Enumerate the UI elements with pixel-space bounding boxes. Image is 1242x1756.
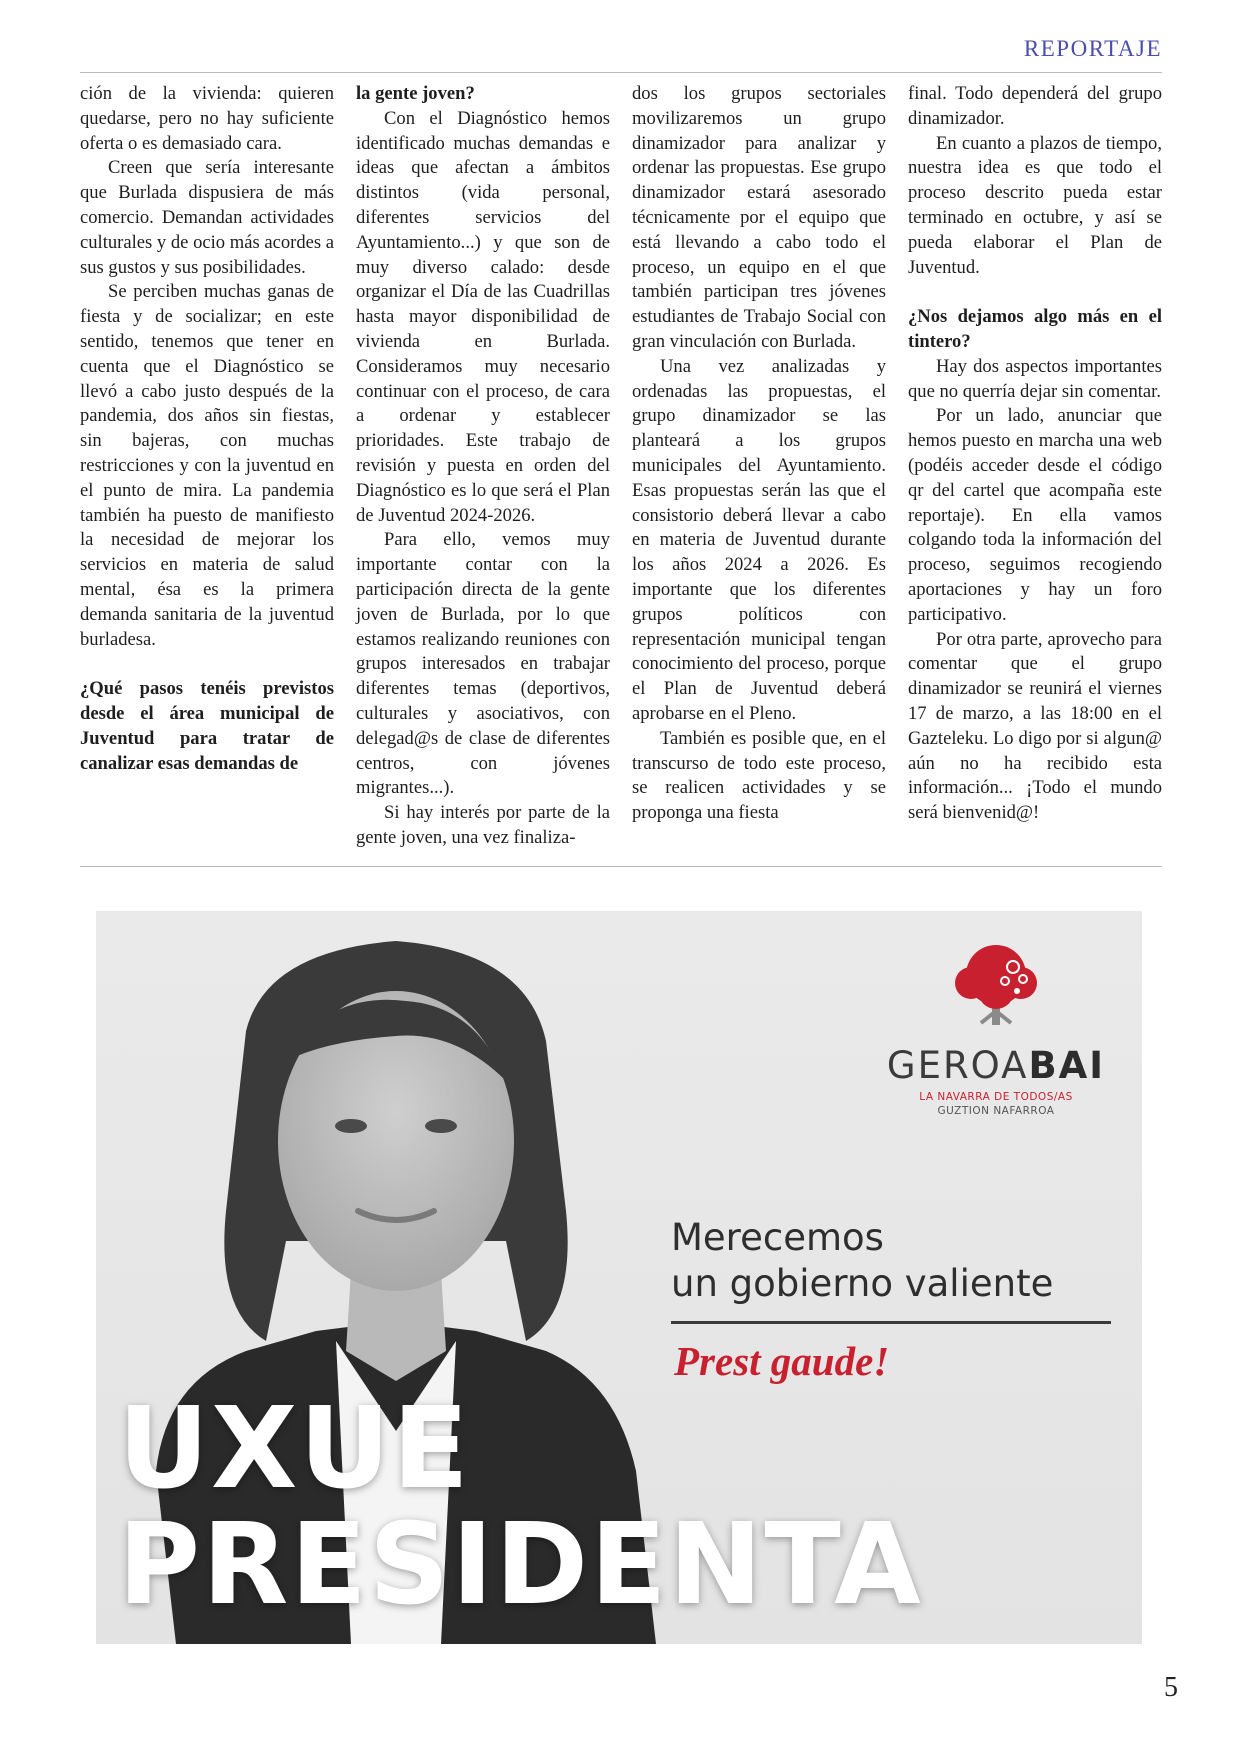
paragraph: Creen que sería interesante que Burlada dispusiera de más comercio. Demandan actividades culturales y de ocio más acordes a sus gustos y sus posibilidades.	[80, 157, 335, 278]
paragraph: ción de la vivienda: quieren quedarse, pero no hay suficiente oferta o es demasiado cara.	[80, 83, 334, 154]
paragraph: Hay dos aspectos importantes que no querría dejar sin comentar.	[908, 355, 1162, 402]
headline-line-2: PRESIDENTA	[118, 1500, 923, 1630]
paragraph: Se perciben muchas ganas de fiesta y de socializar; en este sentido, tenemos que tener en cuenta que el Diagnóstico se llevó a cabo justo después de la pandemia, dos años sin fiestas, sin bajeras, con muchas restricciones y con la juventud en el punto de mira. La pandemia también ha puesto de manifiesto la necesidad de mejorar los servicios en materia de salud mental, ésa es la primera demanda sanitaria de la juventud burladesa.	[80, 281, 334, 650]
paragraph: Por un lado, anunciar que hemos puesto en marcha una web (podéis acceder desde el código qr del cartel que acompaña este reportaje). En ella vamos colgando toda la información del proceso, seguimos recogiendo aportaciones y hay un foro participativo.	[908, 405, 1162, 625]
article-columns	[80, 82, 1162, 858]
section-label: REPORTAJE	[1023, 36, 1162, 61]
candidate-headline	[118, 1384, 1018, 1630]
paragraph: Por otra parte, aprovecho para comentar que el grupo dinamizador se reunirá el viernes 17 de marzo, a las 18:00 en el Gazteleku. Lo digo por si algun@ aún no ha recibido esta información... ¡Todo el mundo será bienvenid@!	[908, 628, 1162, 824]
paragraph: Con el Diagnóstico hemos identificado muchas demandas e ideas que afectan a ámbitos distintos (vida personal, diferentes servicios del Ayuntamiento...) y que son de muy diverso calado: desde organizar el Día de las Cuadrillas hasta mayor disponibilidad de vivienda en Burlada. Consideramos muy necesario continuar con el proceso, de cara a ordenar y establecer prioridades. Este trabajo de revisión y puesta en orden del Diagnóstico es lo que será el Plan de Juventud 2024-2026.	[356, 107, 610, 526]
paragraph: Para ello, vemos muy importante contar con la participación directa de la gente joven de Burlada, por lo que estamos realizando reuniones con grupos interesados en trabajar diferentes temas (deportivos, culturales y asociativos, con delegad@s de clase de diferentes centros, con jóvenes migrantes...).	[356, 529, 610, 799]
interview-question: ¿Nos dejamos algo más en el tintero?	[908, 306, 1162, 352]
political-advertisement	[96, 911, 1142, 1644]
slogan	[671, 1215, 1111, 1307]
slogan-basque: Prest gaude!	[674, 1338, 890, 1384]
paragraph: También es posible que, en el transcurso de todo este proceso, se realicen actividades y se proponga una fiesta	[632, 727, 886, 824]
brand-tagline: LA NAVARRA DE TODOS/AS	[919, 1091, 1073, 1103]
article-column-2	[356, 82, 610, 858]
slogan-divider	[671, 1321, 1111, 1324]
interview-question: ¿Qué pasos tenéis previstos desde el área municipal de Juventud para tratar de canalizar esas demandas de	[80, 678, 334, 774]
slogan-line-2: un gobierno valiente	[671, 1262, 1054, 1305]
tree-icon	[941, 941, 1051, 1031]
bottom-divider	[80, 866, 1162, 867]
brand-wordmark: GEROABAI	[886, 1044, 1106, 1087]
paragraph: final. Todo dependerá del grupo dinamizador.	[908, 83, 1162, 129]
brand-tagline-basque: GUZTION NAFARROA	[937, 1105, 1055, 1117]
interview-question-end: la gente joven?	[356, 83, 475, 104]
paragraph: dos los grupos sectoriales movilizaremos un grupo dinamizador para analizar y ordenar las propuestas. Ese grupo dinamizador estará asesorado técnicamente por el equipo que está llevando a cabo todo el proceso, un equipo en el que también participan tres jóvenes estudiantes de Trabajo Social con gran vinculación con Burlada.	[632, 83, 886, 352]
page-number: 5	[1164, 1672, 1178, 1703]
headline-line-1: UXUE	[118, 1384, 471, 1514]
geroabai-logo	[876, 941, 1116, 1117]
top-divider	[80, 72, 1162, 73]
article-column-1	[80, 82, 334, 858]
paragraph: Si hay interés por parte de la gente joven, una vez finaliza-	[356, 802, 610, 848]
paragraph: Una vez analizadas y ordenadas las propuestas, el grupo dinamizador se las planteará a los grupos municipales del Ayuntamiento. Esas propuestas serán las que el consistorio deberá llevar a cabo en materia de Juventud durante los años 2024 a 2026. Es importante que los diferentes grupos políticos con representación municipal tengan conocimiento del proceso, porque el Plan de Juventud deberá aprobarse en el Pleno.	[632, 355, 886, 724]
paragraph: En cuanto a plazos de tiempo, nuestra idea es que todo el proceso descrito pueda estar terminado en octubre, y así se pueda elaborar el Plan de Juventud.	[908, 132, 1162, 278]
article-column-3	[632, 82, 886, 858]
slogan-line-1: Merecemos	[671, 1216, 884, 1259]
article-column-4	[908, 82, 1162, 858]
